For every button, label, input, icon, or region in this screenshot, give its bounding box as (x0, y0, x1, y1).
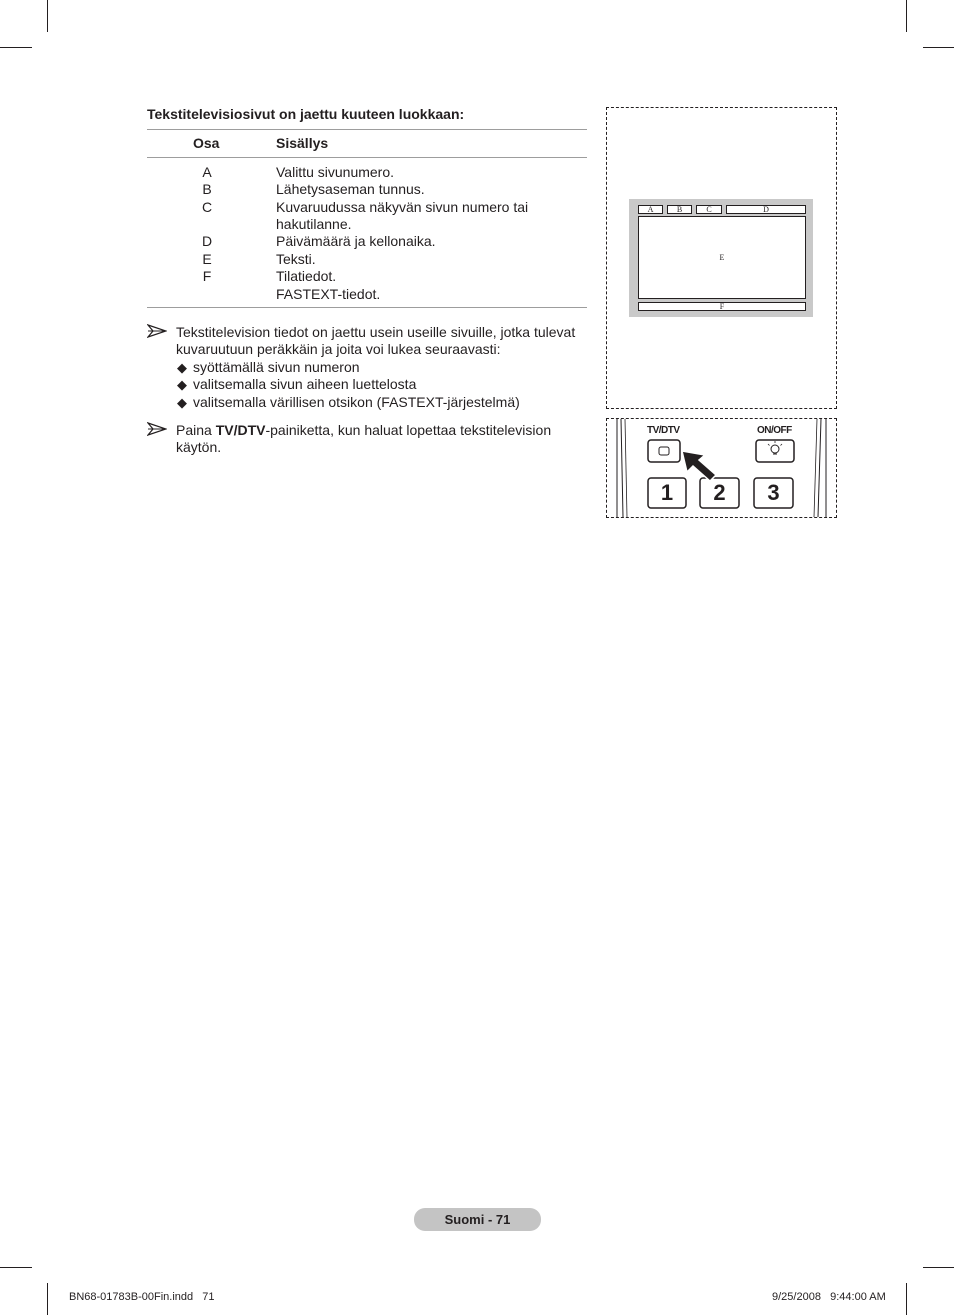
row-key: C (201, 199, 213, 215)
row-value: FASTEXT-tiedot. (276, 286, 381, 302)
bullet-item (176, 359, 575, 376)
table-header-rule (147, 157, 587, 158)
row-value: Tilatiedot. (276, 268, 337, 284)
remote-box (606, 418, 837, 518)
crop-mark (47, 1283, 48, 1315)
tv-screen (638, 216, 806, 299)
crop-mark (47, 0, 48, 32)
crop-mark (906, 0, 907, 32)
row-key: F (202, 268, 212, 284)
row-key: A (202, 164, 212, 180)
row-key: D (201, 233, 213, 249)
on-off-label: ON/OFF (757, 425, 792, 436)
header-content: Sisällys (276, 135, 329, 151)
note-bold: TV/DTV (215, 422, 266, 438)
label-c: C (696, 205, 722, 214)
row-value: Lähetysaseman tunnus. (276, 181, 425, 197)
crop-mark (923, 1267, 954, 1268)
header-part: Osa (193, 135, 220, 151)
row-key: B (202, 181, 212, 197)
footer-file: BN68-01783B-00Fin.indd 71 (69, 1291, 215, 1303)
crop-mark (0, 47, 32, 48)
key-3: 3 (767, 480, 780, 505)
note-text (176, 422, 551, 457)
note-line: Tekstitelevision tiedot on jaettu usein useille sivuille, jotka tulevat (176, 324, 576, 340)
row-value: Päivämäärä ja kellonaika. (276, 233, 436, 249)
bullet-item (176, 376, 575, 393)
table-top-rule (147, 129, 587, 130)
arrow-right-icon (147, 324, 169, 342)
bullet-text: valitsemalla sivun aiheen luettelosta (193, 376, 417, 393)
label-b: B (667, 205, 692, 214)
section-title: Tekstitelevisiosivut on jaettu kuuteen luokkaan: (147, 106, 465, 122)
crop-mark (906, 1283, 907, 1315)
note-line: kuvaruutuun peräkkäin ja joita voi lukea seuraavasti: (176, 341, 501, 358)
diamond-bullet-icon: ◆ (177, 359, 187, 375)
label-f: F (638, 302, 806, 311)
row-value: Kuvaruudussa näkyvän sivun numero tai (276, 199, 529, 215)
note-suffix: -painiketta, kun haluat lopettaa tekstitelevision (265, 422, 552, 438)
bullet-text: valitsemalla värillisen otsikon (FASTEXT-järjestelmä) (193, 393, 520, 410)
bullet-text: syöttämällä sivun numeron (193, 358, 360, 375)
row-value: Valittu sivunumero. (276, 164, 395, 180)
arrow-right-icon (147, 422, 169, 440)
label-e: E (719, 253, 725, 262)
diamond-bullet-icon: ◆ (177, 394, 187, 410)
note-text (176, 324, 575, 411)
tv-dtv-label: TV/DTV (647, 425, 680, 436)
note-prefix: Paina (176, 422, 216, 438)
crop-mark (923, 47, 954, 48)
bullet-item (176, 394, 575, 411)
note-line: käytön. (176, 439, 222, 456)
row-value: Teksti. (276, 251, 316, 267)
footer-timestamp: 9/25/2008 9:44:00 AM (772, 1291, 886, 1303)
table-bottom-rule (147, 307, 587, 308)
row-key: E (202, 251, 212, 267)
note-line (176, 422, 551, 439)
label-a: A (638, 205, 663, 214)
key-1: 1 (660, 480, 674, 505)
label-d: D (726, 205, 806, 214)
diamond-bullet-icon: ◆ (177, 377, 187, 393)
row-value: hakutilanne. (276, 216, 352, 232)
crop-mark (0, 1267, 32, 1268)
page-number-badge: Suomi - 71 (414, 1208, 541, 1231)
key-2: 2 (713, 480, 726, 505)
